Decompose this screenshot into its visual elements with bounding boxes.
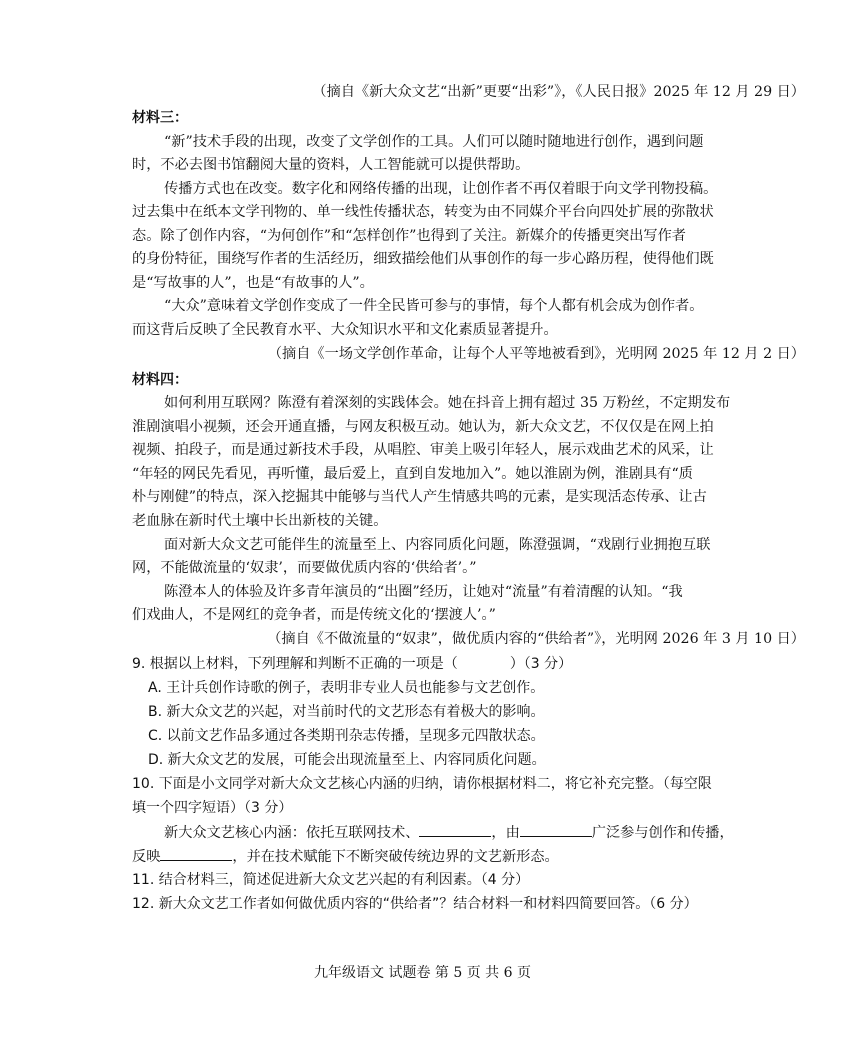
material3-p1-line: “新”技术手段的出现，改变了文学创作的工具。人们可以随时随地进行创作，遇到问题 xyxy=(164,134,704,150)
question-12: 12. 新大众文艺工作者如何做优质内容的“供给者”？结合材料一和材料四简要回答。（6 分） xyxy=(132,896,698,912)
question-9-option-b: B. 新大众文艺的兴起，对当前时代的文艺形态有着极大的影响。 xyxy=(148,704,545,720)
material3-p2-line: 传播方式也在改变。数字化和网络传播的出现，让创作者不再仅着眼于向文学刊物投稿。 xyxy=(164,181,718,197)
material4-p2-line: 网，不能做流量的‘奴隶’，而要做优质内容的‘供给者’。” xyxy=(132,560,477,576)
material3-p2-line: 态。除了创作内容，“为何创作”和“怎样创作”也得到了关注。新媒介的传播更突出写作者 xyxy=(132,228,686,244)
fill-blank-2[interactable] xyxy=(520,822,592,837)
question-10-fill-line-2 xyxy=(132,846,559,867)
fill-text: ，并在技术赋能下不断突破传统边界的文艺新形态。 xyxy=(232,849,559,865)
question-9-score: ）（3 分） xyxy=(509,656,573,672)
page-footer: 九年级语文 试题卷 第 5 页 共 6 页 xyxy=(314,965,531,981)
material3-heading: 材料三： xyxy=(132,110,188,126)
question-10-stem-line: 填一个四字短语）（3 分） xyxy=(132,800,293,816)
material4-p1-line: 朴与刚健”的特点，深入挖掘其中能够与当代人产生情感共鸣的元素，是实现活态传承、让古 xyxy=(132,489,707,505)
fill-text: 新大众文艺核心内涵：依托互联网技术、 xyxy=(164,825,420,841)
fill-text: 反映 xyxy=(132,849,161,865)
source-citation-material2: （摘自《新大众文艺“出新”更要“出彩”》，《人民日报》2025 年 12 月 29 日） xyxy=(312,84,805,100)
question-9-option-d: D. 新大众文艺的发展，可能会出现流量至上、内容同质化问题。 xyxy=(148,752,546,768)
material4-p3-line: 们戏曲人，不是网红的竞争者，而是传统文化的‘摆渡人’。” xyxy=(132,607,496,623)
question-9-option-c: C. 以前文艺作品多通过各类期刊杂志传播，呈现多元四散状态。 xyxy=(148,728,545,744)
material4-p3-line: 陈澄本人的体验及许多青年演员的“出圈”经历，让她对“流量”有着清醒的认知。“我 xyxy=(164,584,683,600)
material4-p1-line: 视频、拍段子，而是通过新技术手段，从唱腔、审美上吸引年轻人，展示戏曲艺术的风采，让 xyxy=(132,442,714,458)
fill-text: ，由 xyxy=(491,825,520,841)
material3-p1-line: 时，不必去图书馆翻阅大量的资料，人工智能就可以提供帮助。 xyxy=(132,157,530,173)
fill-blank-1[interactable] xyxy=(419,822,491,837)
question-9-stem-text: 9. 根据以上材料，下列理解和判断不正确的一项是（ xyxy=(132,656,458,672)
material4-p2-line: 面对新大众文艺可能伴生的流量至上、内容同质化问题，陈澄强调，“戏剧行业拥抱互联 xyxy=(164,537,711,553)
material3-p3-line: 而这背后反映了全民教育水平、大众知识水平和文化素质显著提升。 xyxy=(132,322,558,338)
material3-p2-line: 过去集中在纸本文学刊物的、单一线性传播状态，转变为由不同媒介平台向四处扩展的弥散状 xyxy=(132,204,714,220)
source-citation-material3: （摘自《一场文学创作革命，让每个人平等地被看到》，光明网 2025 年 12 月 2 日） xyxy=(267,346,805,362)
material3-p2-line: 是“写故事的人”，也是“有故事的人”。 xyxy=(132,275,374,291)
question-11: 11. 结合材料三，简述促进新大众文艺兴起的有利因素。（4 分） xyxy=(132,872,530,888)
material4-heading: 材料四： xyxy=(132,372,188,388)
material4-p1-line: 如何利用互联网？陈澄有着深刻的实践体会。她在抖音上拥有超过 35 万粉丝，不定期发布 xyxy=(164,395,731,411)
question-10-stem-line: 10. 下面是小文同学对新大众文艺核心内涵的归纳，请你根据材料二，将它补充完整。（每空限 xyxy=(132,776,712,792)
question-9-stem xyxy=(132,654,572,674)
fill-blank-3[interactable] xyxy=(160,846,232,861)
question-10-fill-line-1 xyxy=(164,822,734,843)
source-citation-material4: （摘自《不做流量的“奴隶”，做优质内容的“供给者”》，光明网 2026 年 3 月 10 日） xyxy=(267,631,805,647)
material3-p3-line: “大众”意味着文学创作变成了一件全民皆可参与的事情，每个人都有机会成为创作者。 xyxy=(164,298,704,314)
question-9-option-a: A. 王计兵创作诗歌的例子，表明非专业人员也能参与文艺创作。 xyxy=(148,680,545,696)
material4-p1-line: 老血脉在新时代土壤中长出新枝的关键。 xyxy=(132,513,388,529)
material4-p1-line: “年轻的网民先看见，再听懂，最后爱上，直到自发地加入”。她以淮剧为例，淮剧具有“质 xyxy=(132,466,693,482)
material3-p2-line: 的身份特征，围绕写作者的生活经历，细致描绘他们从事创作的每一步心路历程，使得他们既 xyxy=(132,251,714,267)
fill-text: 广泛参与创作和传播， xyxy=(591,825,734,841)
material4-p1-line: 淮剧演唱小视频，还会开通直播，与网友积极互动。她认为，新大众文艺，不仅仅是在网上拍 xyxy=(132,419,714,435)
